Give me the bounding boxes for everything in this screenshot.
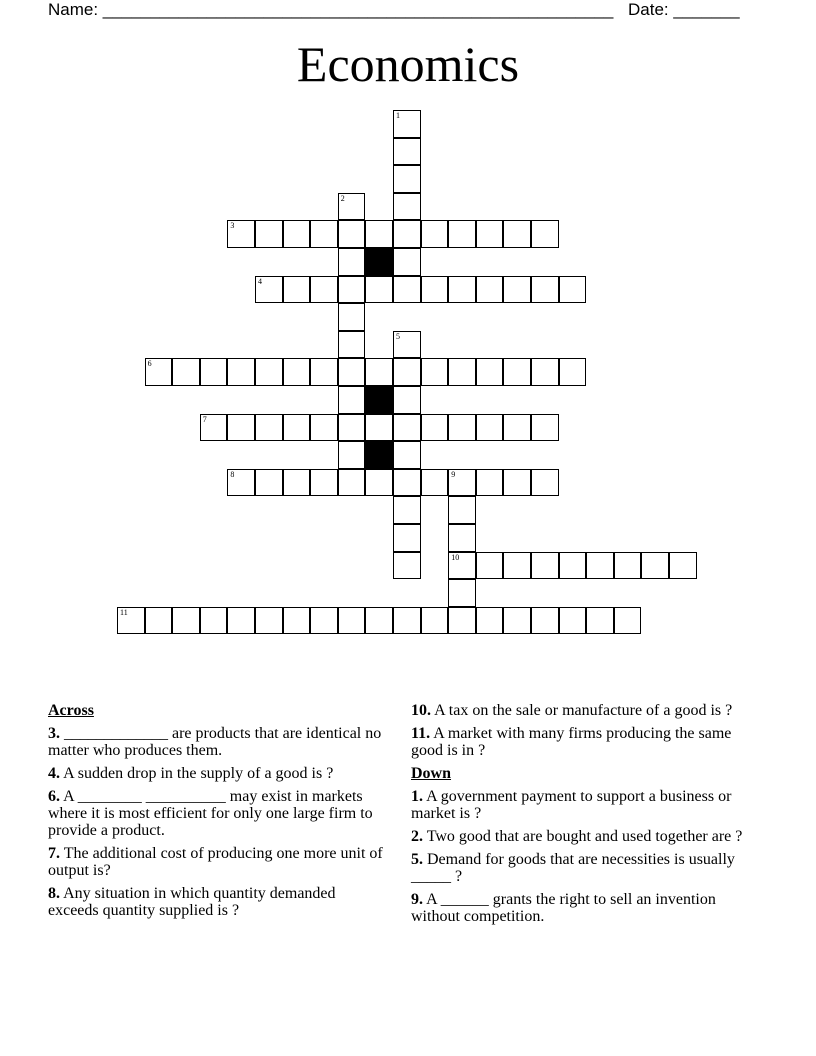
grid-cell[interactable]: [338, 414, 366, 442]
grid-cell[interactable]: [448, 524, 476, 552]
grid-cell[interactable]: [559, 552, 587, 580]
clue-num: 10.: [411, 702, 431, 719]
grid-cell[interactable]: [310, 220, 338, 248]
grid-cell[interactable]: [614, 552, 642, 580]
grid-cell[interactable]: [476, 276, 504, 304]
clue-num: 2.: [411, 828, 423, 845]
clue-number: 3: [230, 221, 235, 231]
grid-cell[interactable]: [559, 276, 587, 304]
grid-cell[interactable]: [227, 414, 255, 442]
clue-num: 9.: [411, 891, 423, 908]
grid-cell[interactable]: [338, 441, 366, 469]
down-heading: Down: [411, 765, 452, 782]
clue-text: A ______ grants the right to sell an invention without competition.: [411, 891, 716, 925]
clue-item: [48, 765, 383, 782]
grid-cell[interactable]: [365, 414, 393, 442]
grid-cell[interactable]: [393, 110, 421, 138]
grid-cell[interactable]: [283, 276, 311, 304]
grid-cell[interactable]: [448, 496, 476, 524]
grid-cell[interactable]: [448, 469, 476, 497]
clue-text: A government payment to support a business or market is ?: [411, 788, 732, 822]
clue-text: A tax on the sale or manufacture of a good is ?: [431, 702, 733, 719]
clue-num: 1.: [411, 788, 423, 805]
grid-cell[interactable]: [448, 220, 476, 248]
grid-cell[interactable]: [255, 220, 283, 248]
grid-cell[interactable]: [200, 358, 228, 386]
grid-cell[interactable]: [476, 220, 504, 248]
clue-item: [411, 891, 746, 925]
grid-cell[interactable]: [531, 358, 559, 386]
clue-item: [48, 725, 383, 759]
grid-cell[interactable]: [393, 524, 421, 552]
grid-cell[interactable]: [393, 358, 421, 386]
clue-item: [411, 851, 746, 885]
clue-item: [411, 788, 746, 822]
clue-number: 1: [396, 111, 400, 120]
grid-cell[interactable]: [448, 358, 476, 386]
grid-cell[interactable]: [421, 469, 449, 497]
grid-cell[interactable]: [448, 414, 476, 442]
clue-num: 5.: [411, 851, 423, 868]
grid-cell[interactable]: [393, 414, 421, 442]
name-field-label[interactable]: Name: ______________________________________________________: [48, 0, 614, 19]
grid-cell[interactable]: [393, 193, 421, 221]
clue-num: 3.: [48, 725, 60, 742]
grid-cell[interactable]: [503, 552, 531, 580]
across-clues: [48, 702, 383, 925]
grid-cell[interactable]: [145, 358, 173, 386]
clue-number: 10: [451, 552, 460, 562]
grid-cell[interactable]: [310, 276, 338, 304]
grid-cell[interactable]: [172, 607, 200, 635]
grid-cell[interactable]: [393, 220, 421, 248]
grid-cell[interactable]: [393, 469, 421, 497]
grid-cell[interactable]: [255, 358, 283, 386]
across-heading: Across: [48, 702, 94, 719]
grid-cell[interactable]: [227, 220, 255, 248]
grid-cell[interactable]: [531, 607, 559, 635]
clue-text: Any situation in which quantity demanded exceeds quantity supplied is ?: [48, 885, 336, 919]
grid-cell[interactable]: [421, 220, 449, 248]
grid-cell[interactable]: [531, 552, 559, 580]
page-title: Economics: [296, 36, 520, 92]
grid-cell[interactable]: [448, 607, 476, 635]
grid-cell[interactable]: [393, 165, 421, 193]
grid-cell[interactable]: [531, 414, 559, 442]
clue-num: 4.: [48, 765, 60, 782]
grid-cell[interactable]: [338, 331, 366, 359]
clue-number: 8: [230, 469, 235, 479]
grid-cell[interactable]: [255, 607, 283, 635]
grid-cell[interactable]: [338, 607, 366, 635]
clue-number: 7: [202, 414, 207, 424]
grid-cell[interactable]: [614, 607, 642, 635]
grid-cell[interactable]: [283, 358, 311, 386]
grid-cell[interactable]: [476, 607, 504, 635]
clue-number: 2: [340, 193, 345, 203]
grid-cell[interactable]: [365, 469, 393, 497]
grid-cell[interactable]: [421, 276, 449, 304]
grid-block: [365, 386, 393, 414]
grid-cell[interactable]: [338, 220, 366, 248]
grid-cell[interactable]: [393, 138, 421, 166]
grid-cell[interactable]: [448, 579, 476, 607]
grid-cell[interactable]: [365, 220, 393, 248]
grid-cell[interactable]: [503, 469, 531, 497]
grid-cell[interactable]: [283, 469, 311, 497]
grid-cell[interactable]: [421, 358, 449, 386]
grid-cell[interactable]: [393, 607, 421, 635]
grid-cell[interactable]: [559, 358, 587, 386]
grid-cell[interactable]: [393, 496, 421, 524]
clue-num: 8.: [48, 885, 60, 902]
grid-cell[interactable]: [283, 220, 311, 248]
grid-cell[interactable]: [338, 358, 366, 386]
grid-cell[interactable]: [145, 607, 173, 635]
grid-cell[interactable]: [310, 607, 338, 635]
grid-cell[interactable]: [283, 414, 311, 442]
grid-cell[interactable]: [310, 469, 338, 497]
grid-cell[interactable]: [393, 552, 421, 580]
clue-num: 7.: [48, 845, 60, 862]
clue-text: Demand for goods that are necessities is usually _____ ?: [411, 851, 735, 885]
grid-block: [365, 441, 393, 469]
grid-cell[interactable]: [503, 276, 531, 304]
right-clue-column: [411, 702, 746, 931]
grid-cell[interactable]: [338, 303, 366, 331]
grid-cell[interactable]: [476, 358, 504, 386]
grid-block: [365, 248, 393, 276]
grid-cell[interactable]: [503, 358, 531, 386]
clue-text: A sudden drop in the supply of a good is ?: [60, 765, 334, 782]
grid-cell[interactable]: [421, 607, 449, 635]
grid-cell[interactable]: [365, 607, 393, 635]
clue-number: 5: [396, 331, 400, 341]
clue-item: [48, 845, 383, 879]
grid-cell[interactable]: [310, 358, 338, 386]
clue-number: 6: [147, 359, 152, 369]
grid-cell[interactable]: [200, 607, 228, 635]
clue-text: The additional cost of producing one more unit of output is?: [48, 845, 383, 879]
grid-cell[interactable]: [310, 414, 338, 442]
grid-cell[interactable]: [531, 469, 559, 497]
clue-item: [411, 828, 746, 845]
clue-item: [48, 788, 383, 839]
grid-cell[interactable]: [503, 220, 531, 248]
grid-cell[interactable]: [448, 552, 476, 580]
grid-cell[interactable]: [476, 414, 504, 442]
clue-number: 9: [451, 469, 456, 479]
grid-cell[interactable]: [393, 441, 421, 469]
clue-text: _____________ are products that are identical no matter who produces them.: [48, 725, 382, 759]
grid-cell[interactable]: [476, 552, 504, 580]
clue-number: 11: [120, 607, 128, 617]
grid-cell[interactable]: [531, 220, 559, 248]
grid-cell[interactable]: [338, 386, 366, 414]
grid-cell[interactable]: [338, 193, 366, 221]
date-field-label[interactable]: Date: _______: [628, 0, 740, 19]
grid-cell[interactable]: [421, 414, 449, 442]
clue-num: 6.: [48, 788, 60, 805]
grid-cell[interactable]: [586, 552, 614, 580]
grid-cell[interactable]: [365, 358, 393, 386]
clue-item: [411, 702, 746, 719]
grid-cell[interactable]: [503, 414, 531, 442]
clue-item: [411, 725, 746, 759]
grid-cell[interactable]: [448, 276, 476, 304]
grid-cell[interactable]: [255, 414, 283, 442]
clue-number: 4: [258, 276, 262, 286]
grid-cell[interactable]: [255, 276, 283, 304]
grid-cell[interactable]: [338, 248, 366, 276]
clue-text: A ________ __________ may exist in markets where it is most efficient for only one large firm to provide a product.: [48, 788, 373, 839]
grid-cell[interactable]: [172, 358, 200, 386]
grid-cell[interactable]: [503, 607, 531, 635]
clue-text: Two good that are bought and used together are ?: [423, 828, 743, 845]
grid-cell[interactable]: [641, 552, 669, 580]
grid-cell[interactable]: [227, 358, 255, 386]
grid-cell[interactable]: [393, 386, 421, 414]
grid-cell[interactable]: [669, 552, 697, 580]
grid-cell[interactable]: [393, 276, 421, 304]
grid-cell[interactable]: [227, 607, 255, 635]
grid-cell[interactable]: [255, 469, 283, 497]
grid-cell[interactable]: [365, 276, 393, 304]
clue-item: [48, 885, 383, 919]
grid-cell[interactable]: [227, 469, 255, 497]
grid-cell[interactable]: [338, 276, 366, 304]
clue-num: 11.: [411, 725, 431, 742]
grid-cell[interactable]: [117, 607, 145, 635]
grid-cell[interactable]: [559, 607, 587, 635]
grid-cell[interactable]: [393, 248, 421, 276]
grid-cell[interactable]: [338, 469, 366, 497]
grid-cell[interactable]: [586, 607, 614, 635]
grid-cell[interactable]: [393, 331, 421, 359]
clue-text: A market with many firms producing the same good is in ?: [411, 725, 732, 759]
grid-cell[interactable]: [476, 469, 504, 497]
grid-cell[interactable]: [283, 607, 311, 635]
grid-cell[interactable]: [200, 414, 228, 442]
grid-cell[interactable]: [531, 276, 559, 304]
